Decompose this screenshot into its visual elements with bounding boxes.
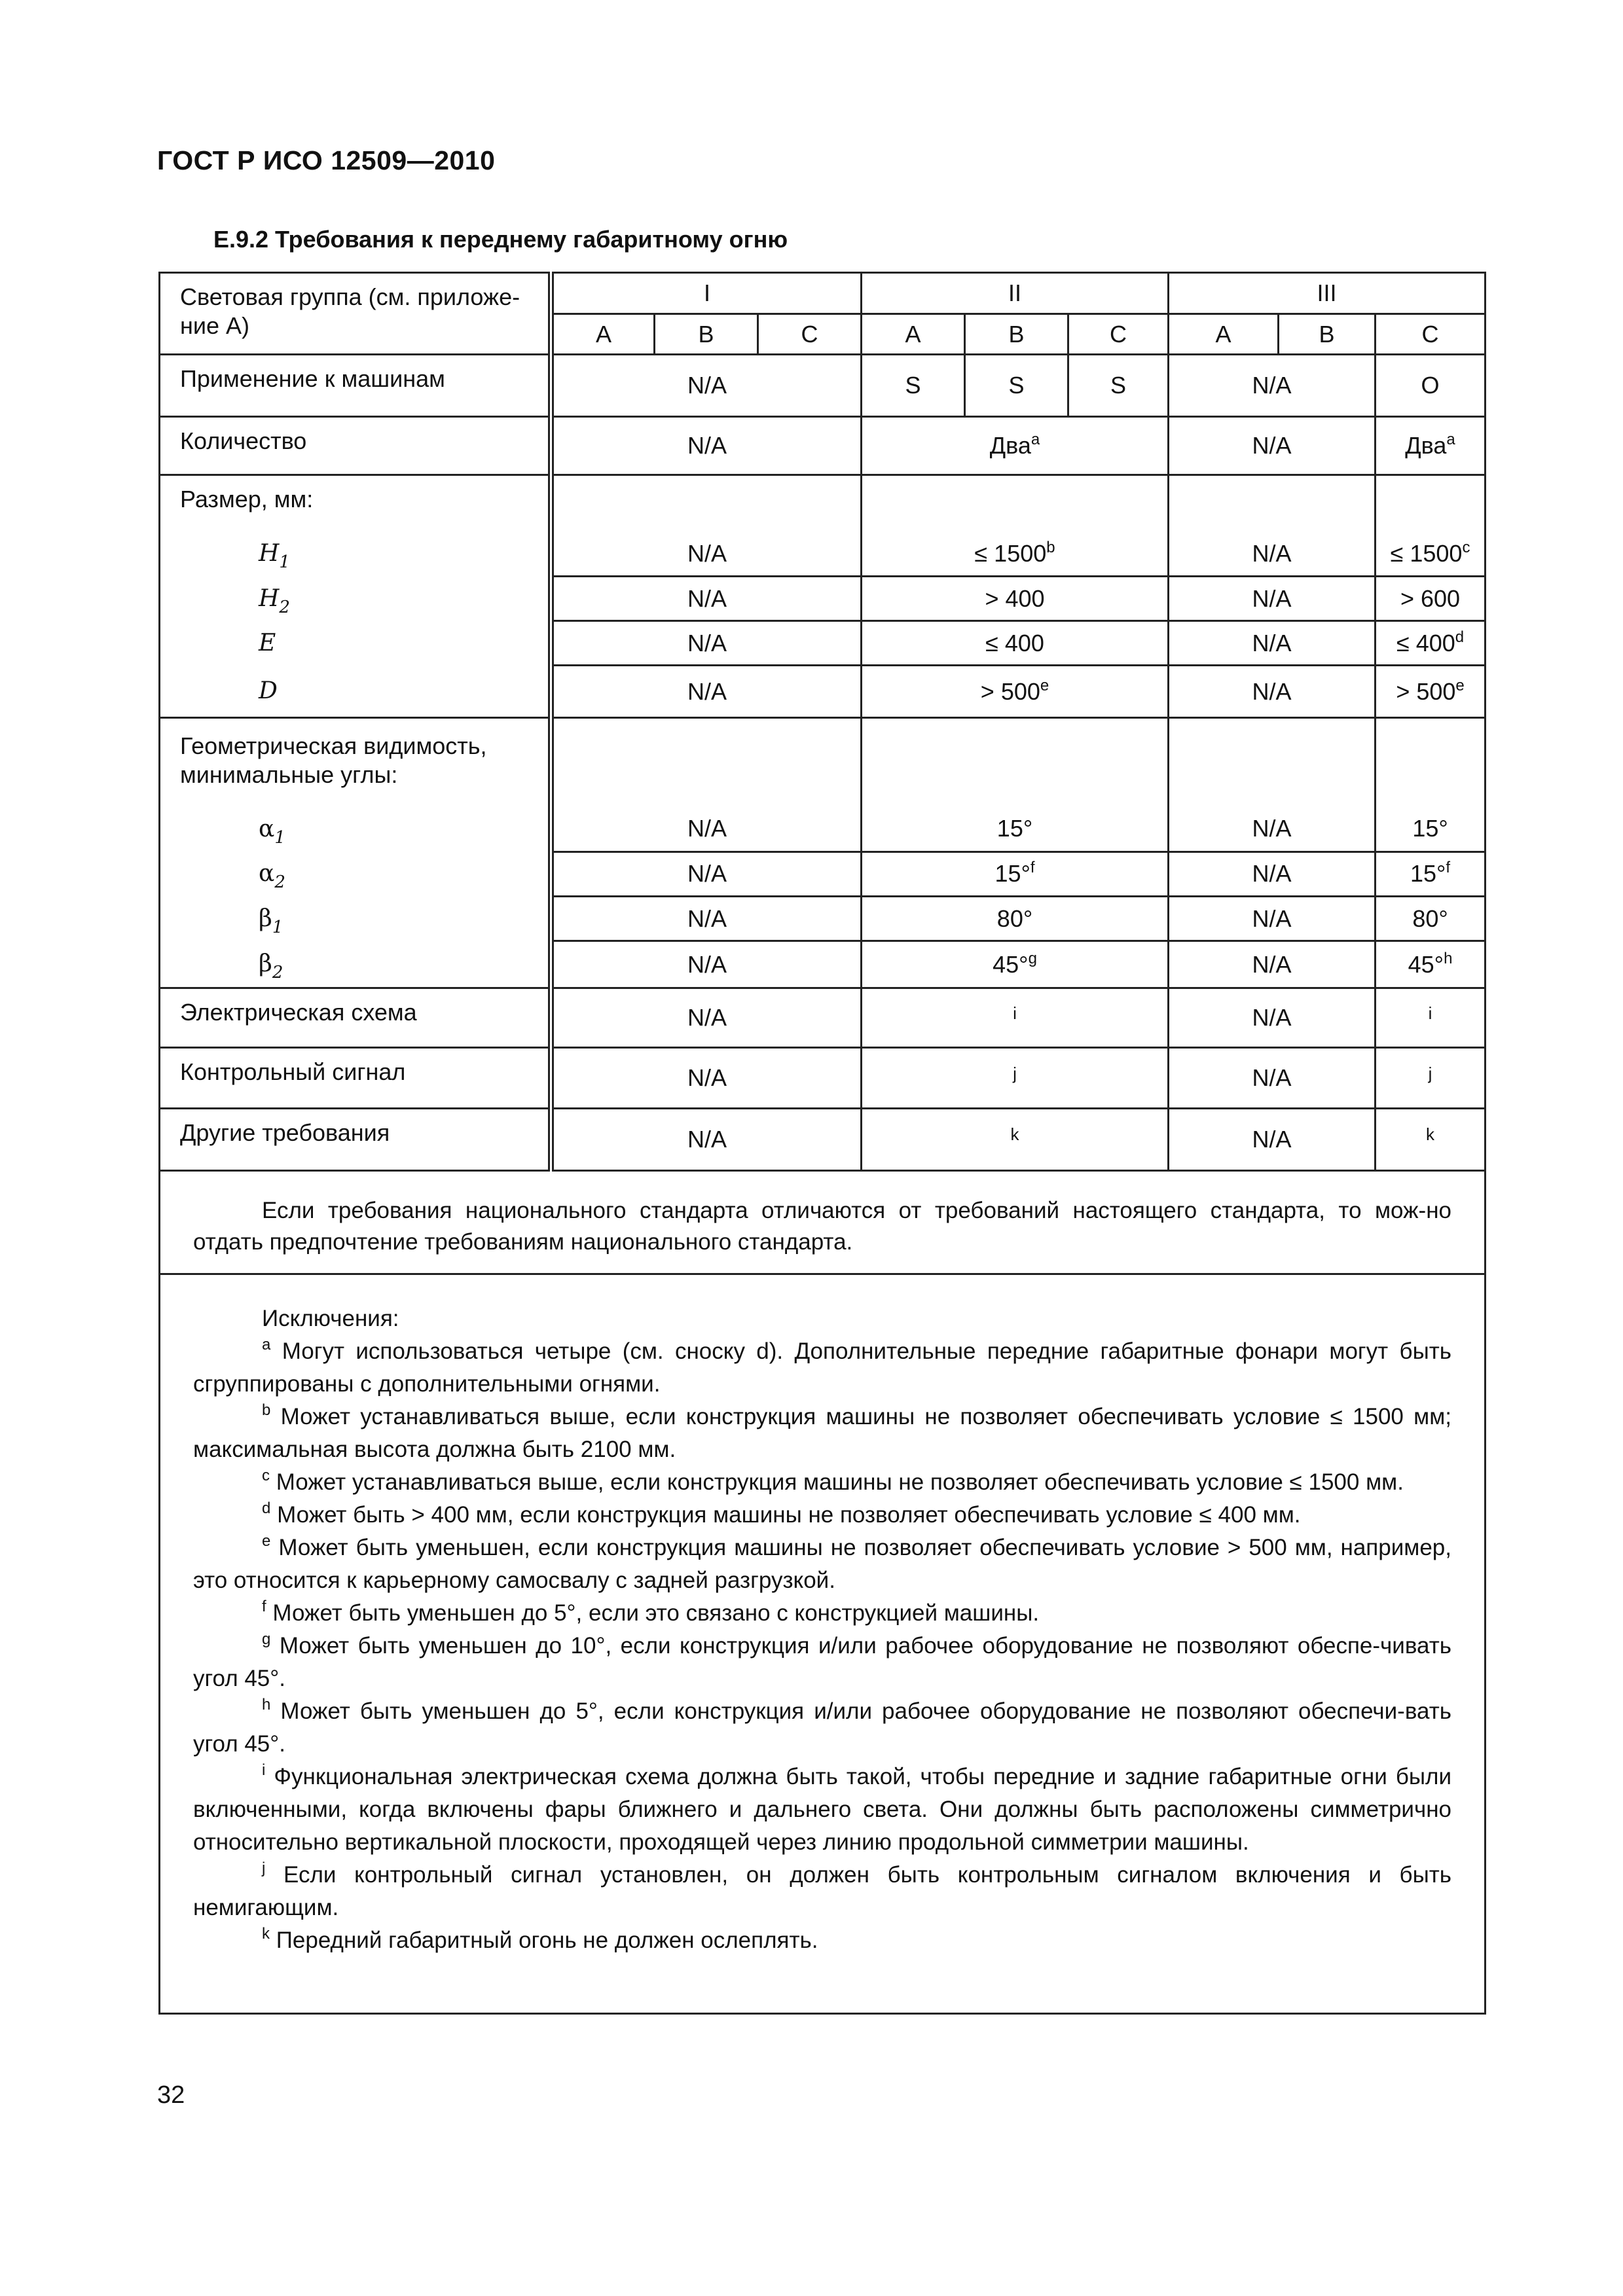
table-row [160,896,1486,941]
cell: N/A [1169,621,1376,666]
cell: ≤ 400 [862,621,1169,666]
row-label: Электрическая схема [160,988,551,1048]
table-row [160,666,1486,718]
row-label [160,666,551,718]
footnote-mark: a [262,1336,271,1354]
cell: N/A [1169,852,1376,896]
row-label [160,621,551,666]
footnote-mark: g [262,1630,271,1648]
footnote-mark: j [1428,1063,1432,1083]
footnote-mark: b [262,1401,271,1419]
row-label [160,941,551,988]
table-row [160,576,1486,620]
table-row [160,988,1486,1048]
cell [862,1108,1169,1170]
footnote-mark: e [1455,676,1465,694]
symbol-index: 1 [274,827,285,848]
cell: > 400 [862,576,1169,620]
symbol: H [259,540,280,567]
footnote-mark: h [1444,949,1453,967]
row-label: Контрольный сигнал [160,1048,551,1108]
footnote-mark: c [1462,538,1470,556]
footnote-mark: f [1030,859,1035,877]
cell-value: 15° [1410,860,1446,888]
cell [1376,852,1486,896]
footnote-item [193,1859,1451,1924]
footnote-mark: j [262,1859,266,1877]
footnote-mark: k [1010,1124,1019,1145]
group-header-3: III [1169,273,1486,314]
footnote-text: Может устанавливаться выше, если конструкция машины не позволяет обеспечивать условие ≤ 1500 мм; максимальная высота должна быть 2100 мм. [193,1404,1451,1462]
subgroup-header: A [862,314,965,355]
table-row [160,1048,1486,1108]
cell [1376,1048,1486,1108]
subgroup-header: B [965,314,1068,355]
symbol: β [259,905,272,932]
symbol-index: 2 [274,872,285,893]
cell: N/A [1169,531,1376,576]
cell: N/A [1169,896,1376,941]
footnote-text: Может быть > 400 мм, если конструкция машины не позволяет обеспечивать условие ≤ 400 мм. [277,1502,1301,1528]
footnote-item [193,1924,1451,1957]
cell [862,941,1169,988]
symbol: β [259,950,272,977]
table-row [160,417,1486,475]
subgroup-header: B [655,314,758,355]
footnote-text: Если контрольный сигнал установлен, он должен быть контрольным сигналом включения и быть немигающим. [193,1862,1451,1920]
cell: N/A [1169,355,1376,417]
footnote-item [193,1597,1451,1630]
subgroup-header: C [758,314,862,355]
footnote-text: Может быть уменьшен, если конструкция машины не позволяет обеспечивать условие > 500 мм, например, это относится к карьерному самосвалу с задней разгрузкой. [193,1535,1451,1593]
page-number: 32 [157,2081,185,2109]
footnote-mark: c [262,1467,270,1484]
cell: N/A [1169,576,1376,620]
footnote-mark: i [1428,1003,1432,1023]
cell: N/A [1169,941,1376,988]
group-label: Световая группа (см. приложе-ние А) [160,273,551,355]
row-label [160,576,551,620]
subgroup-header: A [1169,314,1279,355]
row-label [160,531,551,576]
cell [551,718,862,806]
cell: N/A [551,576,862,620]
symbol-index: 2 [279,597,290,617]
footnote-mark: b [1046,538,1055,556]
cell: N/A [551,852,862,896]
cell [862,852,1169,896]
footnote-item [193,1401,1451,1466]
cell: 80° [1376,896,1486,941]
subgroup-header: A [551,314,655,355]
cell [1169,475,1376,531]
footnote-mark: a [1030,431,1040,449]
cell-value: Два [1405,432,1447,459]
cell [862,531,1169,576]
cell: S [1068,355,1169,417]
cell: N/A [1169,988,1376,1048]
footnote-item [193,1695,1451,1761]
subgroup-header: B [1279,314,1376,355]
cell-value: ≤ 1500 [1390,539,1463,567]
group-header-1: I [551,273,862,314]
cell: S [965,355,1068,417]
cell [1169,718,1376,806]
cell [1376,941,1486,988]
footnote-mark: f [262,1598,266,1615]
cell: N/A [551,988,862,1048]
subgroup-header: C [1068,314,1169,355]
cell: N/A [551,1108,862,1170]
cell-value: 45° [1408,950,1444,978]
cell: N/A [1169,666,1376,718]
cell: 80° [862,896,1169,941]
cell: 15° [1376,806,1486,852]
cell [1376,666,1486,718]
cell: N/A [551,1048,862,1108]
cell [862,988,1169,1048]
cell [1376,1108,1486,1170]
cell: N/A [1169,1108,1376,1170]
cell [551,475,862,531]
footnote-item [193,1335,1451,1401]
table-row [160,852,1486,896]
footnote-item [193,1630,1451,1695]
section-title: Е.9.2 Требования к переднему габаритному огню [213,226,788,253]
row-label: Размер, мм: [160,475,551,531]
cell [862,417,1169,475]
cell-value: > 500 [1396,677,1456,705]
row-label [160,896,551,941]
footnote-item [193,1761,1451,1859]
footnote-text: Могут использоваться четыре (см. сноску d). Дополнительные передние габаритные фонари могут быть сгруппированы с дополнительными огнями. [193,1338,1451,1397]
footnote-mark: d [1455,628,1465,646]
cell: N/A [551,355,862,417]
row-label: Другие требования [160,1108,551,1170]
footnote-text: Может быть уменьшен до 5°, если это связано с конструкцией машины. [272,1600,1040,1626]
document-header: ГОСТ Р ИСО 12509—2010 [157,145,496,175]
footnote-mark: j [1013,1063,1017,1083]
national-standard-note [158,1170,1486,1275]
table-row [160,718,1486,806]
footnote-text: Функциональная электрическая схема должна быть такой, чтобы передние и задние габаритные огни были включенными, когда включены фары ближнего и дальнего света. Они должны быть расположены симметрично относительно вертикальной плоскости, проходящей через линию продольной симметрии машины. [193,1764,1451,1855]
cell: N/A [1169,1048,1376,1108]
table-row [160,531,1486,576]
table-row [160,806,1486,852]
cell: > 600 [1376,576,1486,620]
table-row [160,621,1486,666]
cell [1376,621,1486,666]
cell: N/A [551,621,862,666]
symbol-index: 1 [279,552,290,573]
footnote-mark: a [1446,431,1455,449]
note-text: Если требования национального стандарта отличаются от требований настоящего стандарта, то мож-но отдать предпочтение требованиям национального стандарта. [193,1198,1451,1255]
cell: N/A [551,417,862,475]
symbol: α [259,815,275,842]
symbol: D [259,677,278,705]
cell [862,475,1169,531]
footnote-mark: i [262,1761,266,1779]
cell: N/A [551,896,862,941]
cell: N/A [551,941,862,988]
row-label [160,852,551,896]
cell [1376,718,1486,806]
footnote-mark: i [1013,1003,1017,1023]
row-label: Применение к машинам [160,355,551,417]
footnote-mark: f [1446,859,1451,877]
table-row [160,941,1486,988]
footnote-mark: h [262,1696,271,1713]
cell: N/A [551,806,862,852]
footnote-mark: g [1028,949,1037,967]
cell: O [1376,355,1486,417]
cell: 15° [862,806,1169,852]
footnote-text: Может быть уменьшен до 5°, если конструкция и/или рабочее оборудование не позволяют обеспечи-вать угол 45°. [193,1698,1451,1757]
cell-value: > 500 [980,677,1040,705]
cell-value: 15° [994,860,1030,888]
cell [1376,531,1486,576]
footnote-mark: k [262,1925,270,1943]
symbol: E [259,629,276,656]
cell: S [862,355,965,417]
footnote-mark: e [262,1532,271,1550]
cell [1376,988,1486,1048]
footnote-text: Может быть уменьшен до 10°, если конструкция и/или рабочее оборудование не позволяют обеспе-чивать угол 45°. [193,1633,1452,1691]
cell: N/A [1169,806,1376,852]
footnote-item [193,1466,1451,1499]
cell [1376,475,1486,531]
footnote-mark: k [1426,1124,1435,1145]
footnote-mark: e [1040,676,1049,694]
cell [862,666,1169,718]
row-label: Количество [160,417,551,475]
cell [862,718,1169,806]
footnote-text: Передний габаритный огонь не должен ослеплять. [276,1928,818,1953]
cell: N/A [551,666,862,718]
cell-value: ≤ 400 [1396,629,1455,656]
footnote-mark: d [262,1499,271,1517]
group-header-2: II [862,273,1169,314]
footnote-text: Может устанавливаться выше, если конструкция машины не позволяет обеспечивать условие ≤ 1500 мм. [276,1469,1404,1495]
cell [1376,417,1486,475]
row-label: Геометрическая видимость, минимальные углы: [160,718,551,806]
exceptions-box [158,1273,1486,2015]
symbol: α [259,860,275,888]
cell-value: ≤ 1500 [974,539,1047,567]
table-row [160,1108,1486,1170]
cell-value: Два [989,432,1031,459]
row-label [160,806,551,852]
footnote-item [193,1499,1451,1532]
subgroup-header: C [1376,314,1486,355]
exceptions-title: Исключения: [262,1306,399,1331]
cell-value: 45° [993,950,1029,978]
symbol-index: 2 [272,962,283,982]
symbol: H [259,584,280,612]
requirements-table [158,272,1486,1172]
table-row [160,475,1486,531]
cell: N/A [551,531,862,576]
table-row [160,355,1486,417]
cell: N/A [1169,417,1376,475]
symbol-index: 1 [272,917,283,937]
footnote-item [193,1532,1451,1597]
cell [862,1048,1169,1108]
